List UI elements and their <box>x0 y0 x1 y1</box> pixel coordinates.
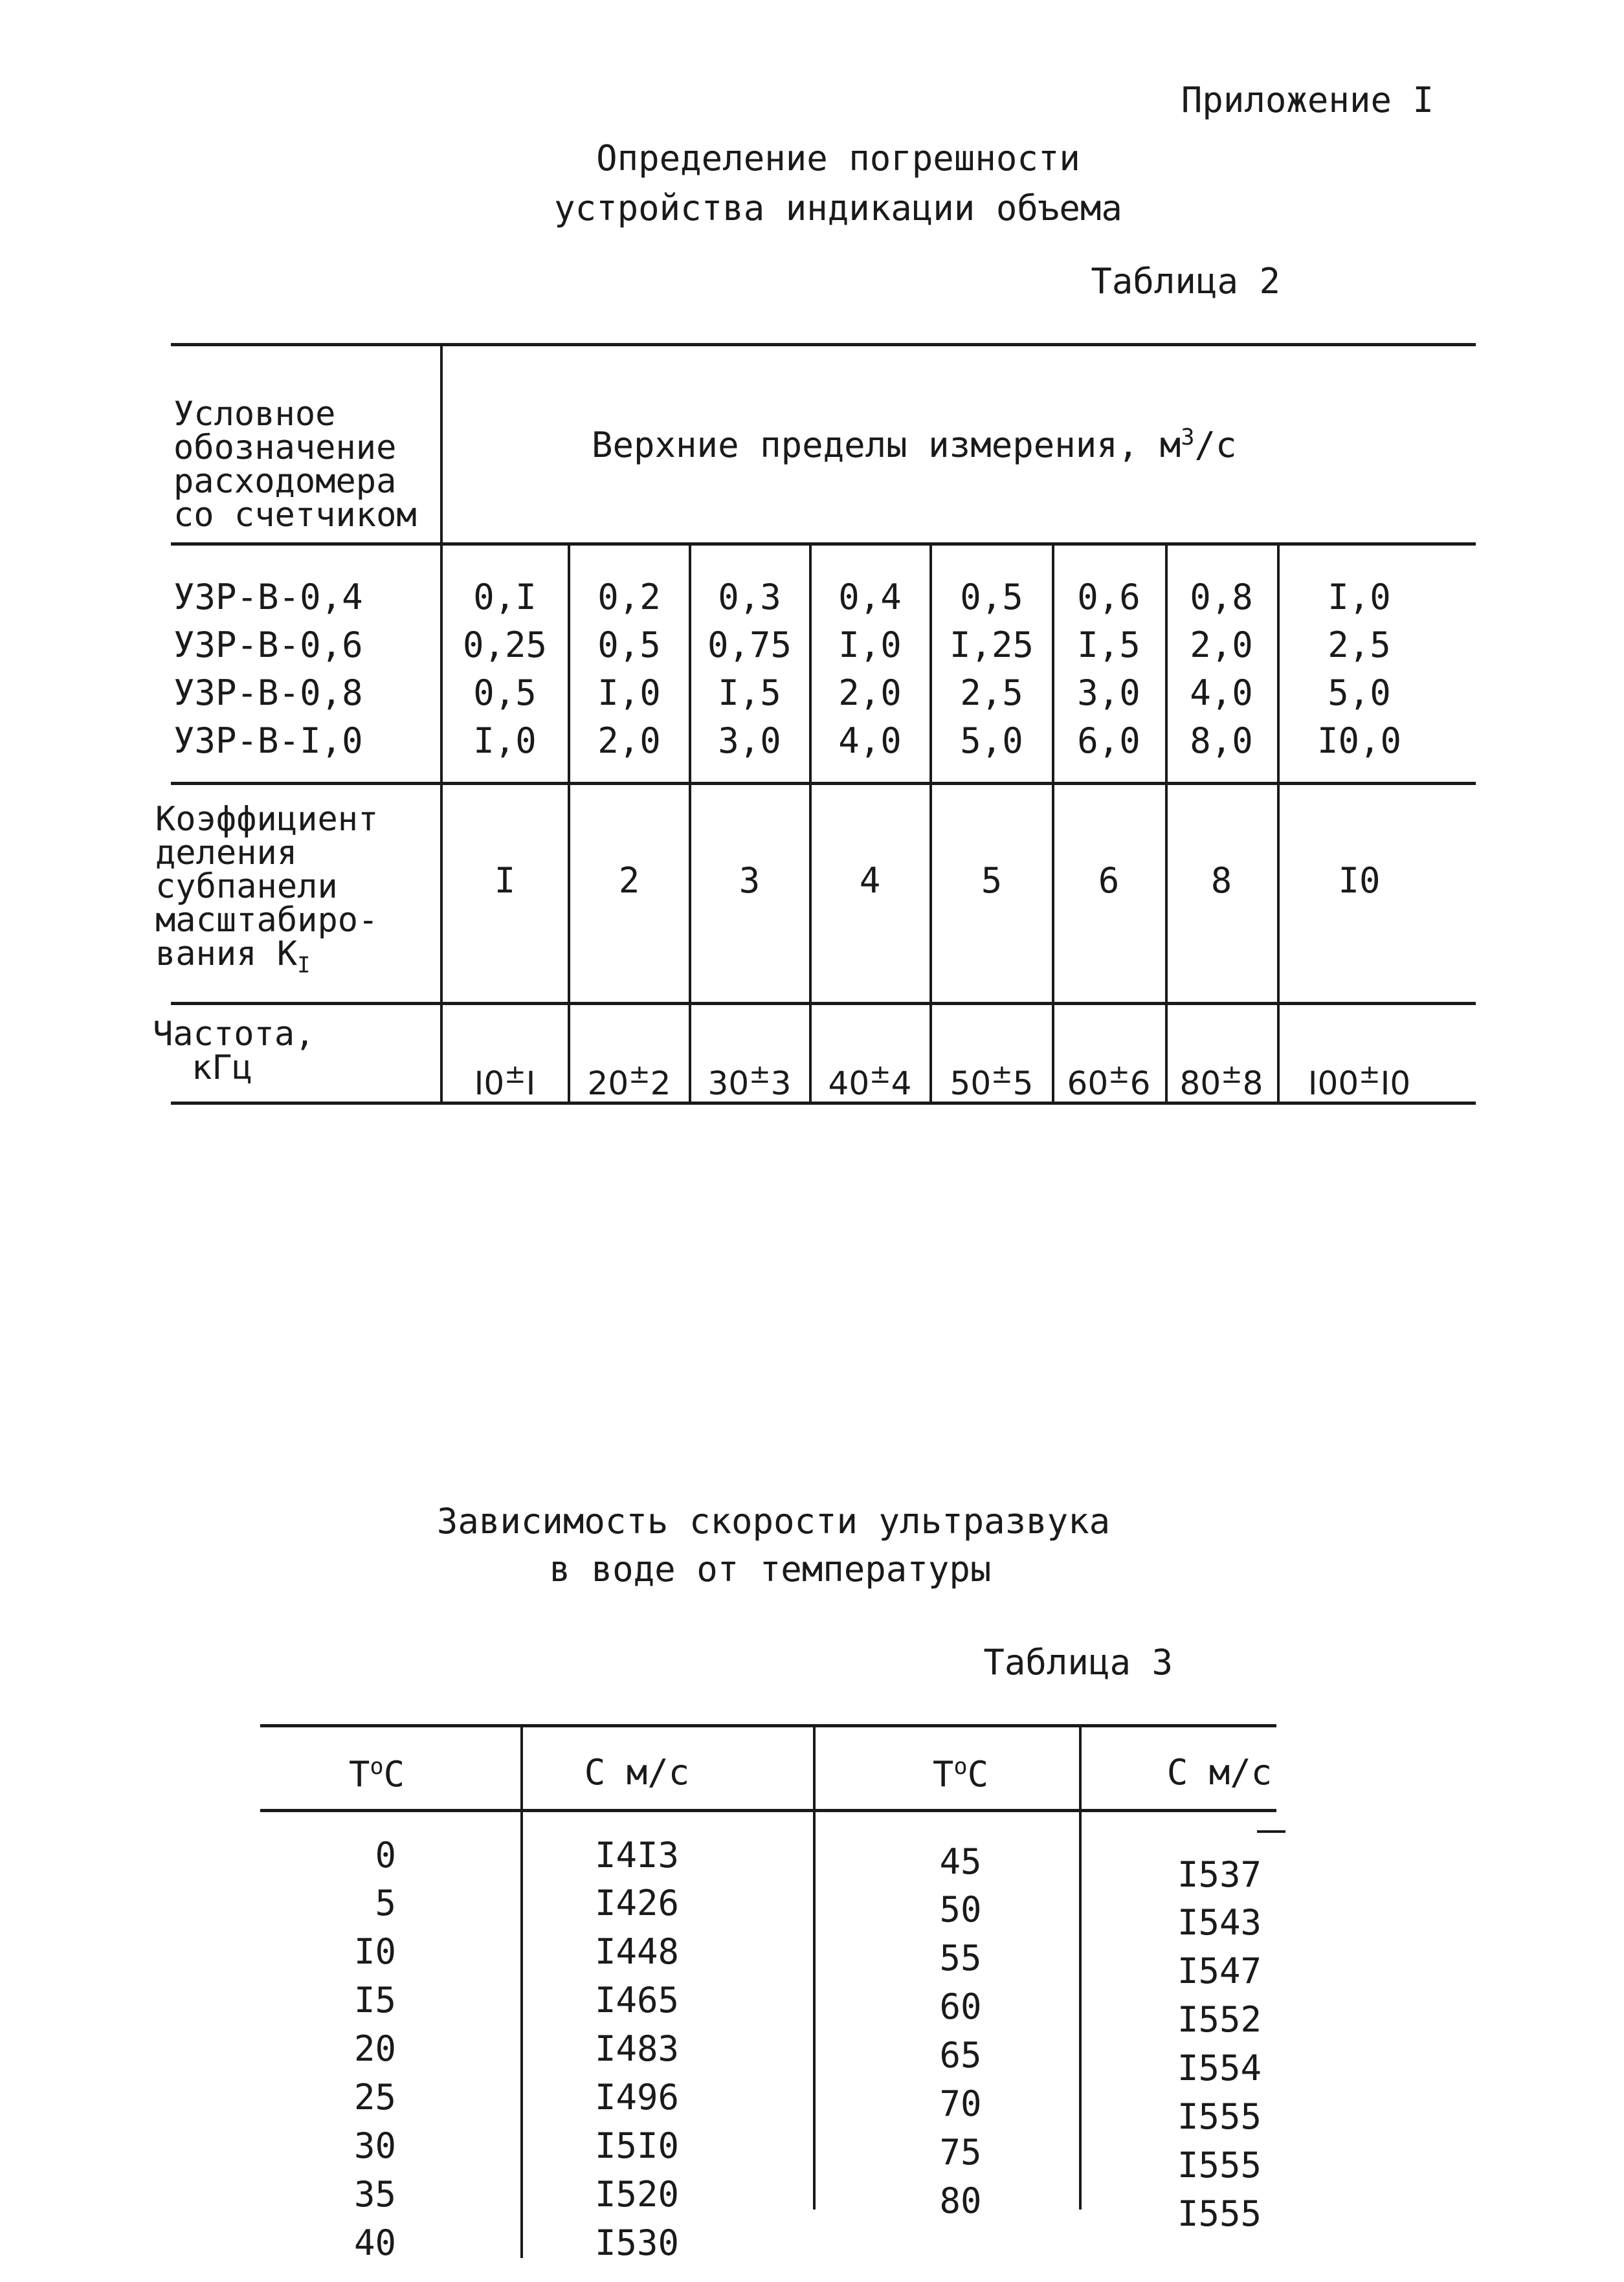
t3-speed: I4I3 <box>594 1835 680 1876</box>
table2-cell: 0,I <box>473 577 537 617</box>
coef-value: I0 <box>1338 860 1381 901</box>
t3-speed: I543 <box>1177 1902 1262 1943</box>
table2-cell: 4,0 <box>838 720 902 761</box>
table2-cell: I,0 <box>838 625 902 665</box>
table2-cell: 0,75 <box>707 625 792 665</box>
t3-temp: I0 <box>353 1931 396 1972</box>
table2-row-label: УЗР-В-0,6 <box>173 625 363 665</box>
t3-header-temp-1: $T^oC$ <box>348 1753 405 1795</box>
coef-value: 4 <box>859 860 881 901</box>
t3-temp: 50 <box>939 1889 982 1930</box>
t3-speed: I426 <box>594 1883 680 1923</box>
table2-row-label: УЗР-В-0,8 <box>173 672 363 713</box>
table2-cell: 6,0 <box>1077 720 1140 761</box>
freq-value: 80±8 <box>1179 1059 1263 1102</box>
freq-value: 20±2 <box>587 1059 671 1102</box>
t3-speed: I537 <box>1177 1854 1262 1895</box>
table3-caption: Таблица 3 <box>983 1642 1173 1683</box>
coef-label-line2: деления <box>155 834 298 872</box>
t3-temp: 20 <box>353 2028 396 2069</box>
t3-speed: I465 <box>594 1980 680 2021</box>
t3-temp: 30 <box>353 2125 396 2166</box>
t3-speed: I530 <box>594 2222 680 2263</box>
table2-cell: I,5 <box>718 672 781 713</box>
stray-dash <box>1257 1830 1285 1833</box>
coef-label-line4: масштабиро- <box>155 901 379 940</box>
freq-value: I00±I0 <box>1307 1059 1411 1102</box>
table2-header-line3: расходомера <box>173 462 397 501</box>
t3-temp: 40 <box>353 2222 396 2263</box>
table2-cell: 0,3 <box>718 577 781 617</box>
coef-value: 3 <box>739 860 761 901</box>
t3-header-temp-2: $T^oC$ <box>932 1753 989 1795</box>
t3-speed: I496 <box>594 2077 680 2118</box>
table2-row-label: УЗР-В-I,0 <box>173 720 363 761</box>
coef-label-line5: вания $К_I$ <box>155 935 311 978</box>
table2-row-label: УЗР-В-0,4 <box>173 577 363 617</box>
t3-temp: 45 <box>939 1841 982 1882</box>
t3-speed: I552 <box>1177 1999 1262 2040</box>
table2-cell: 5,0 <box>960 720 1023 761</box>
t3-speed: I483 <box>594 2028 680 2069</box>
table2-cell: 0,4 <box>838 577 902 617</box>
table2-cell: 3,0 <box>718 720 781 761</box>
section1-title-line1: Определение погрешности <box>596 138 1080 179</box>
section2-title-line2: в воде от температуры <box>549 1549 992 1590</box>
freq-label-line1: Частота, <box>153 1015 315 1054</box>
coef-value: 8 <box>1210 860 1232 901</box>
table2-cell: 0,2 <box>597 577 661 617</box>
t3-header-speed-2: С м/с <box>1166 1752 1273 1793</box>
t3-temp: 25 <box>353 2077 396 2118</box>
table2-header-line4: со счетчиком <box>173 496 417 535</box>
t3-header-speed-1: С м/с <box>584 1752 690 1793</box>
table2-cell: 2,0 <box>597 720 661 761</box>
table2-cell: I,0 <box>1328 577 1391 617</box>
t3-temp: 70 <box>939 2083 982 2124</box>
table2-cell: 2,5 <box>1328 625 1391 665</box>
coef-value: 5 <box>981 860 1003 901</box>
table2-cell: 8,0 <box>1190 720 1253 761</box>
t3-speed: I555 <box>1177 2096 1262 2137</box>
table2-header-line2: обозначение <box>173 428 397 467</box>
section1-title-line2: устройства индикации объема <box>554 188 1122 228</box>
freq-value: 40±4 <box>828 1059 912 1102</box>
t3-speed: I520 <box>594 2174 680 2215</box>
t3-temp: 65 <box>939 2035 982 2076</box>
coef-value: 6 <box>1098 860 1120 901</box>
t3-temp: 35 <box>353 2174 396 2215</box>
t3-temp: 5 <box>375 1883 396 1923</box>
freq-value: 60±6 <box>1067 1059 1151 1102</box>
t3-speed: I5I0 <box>594 2125 680 2166</box>
t3-speed: I448 <box>594 1931 680 1972</box>
table2-cell: 2,0 <box>1190 625 1253 665</box>
table2-cell: I,0 <box>597 672 661 713</box>
coef-value: I <box>494 860 516 901</box>
table2-header-limits: Верхние пределы измерения, $м^3/с$ <box>592 424 1237 465</box>
t3-temp: I5 <box>353 1980 396 2021</box>
coef-label-line3: субпанели <box>155 867 338 906</box>
t3-speed: I547 <box>1177 1951 1262 1991</box>
t3-speed: I554 <box>1177 2048 1262 2088</box>
t3-temp: 80 <box>939 2180 982 2221</box>
coef-value: 2 <box>618 860 640 901</box>
freq-value: 50±5 <box>950 1059 1034 1102</box>
table2-cell: 3,0 <box>1077 672 1140 713</box>
appendix-label: Приложение I <box>1181 80 1434 120</box>
freq-value: I0±I <box>474 1059 536 1102</box>
freq-value: 30±3 <box>707 1059 792 1102</box>
t3-temp: 0 <box>375 1835 396 1876</box>
table2-cell: 4,0 <box>1190 672 1253 713</box>
table2-cell: 2,0 <box>838 672 902 713</box>
t3-speed: I555 <box>1177 2145 1262 2186</box>
coef-label-line1: Коэффициент <box>155 800 379 839</box>
table2-cell: 2,5 <box>960 672 1023 713</box>
table2-cell: 0,25 <box>462 625 548 665</box>
table2-cell: 0,8 <box>1190 577 1253 617</box>
table2-cell: 5,0 <box>1328 672 1391 713</box>
t3-temp: 60 <box>939 1986 982 2027</box>
table2-header-line1: Условное <box>173 395 336 434</box>
table2-cell: 0,5 <box>473 672 537 713</box>
t3-speed: I555 <box>1177 2193 1262 2234</box>
table2-caption: Таблица 2 <box>1091 261 1280 302</box>
t3-temp: 75 <box>939 2132 982 2173</box>
freq-label-line2: кГц <box>192 1048 252 1087</box>
table2-cell: I,5 <box>1077 625 1140 665</box>
section2-title-line1: Зависимость скорости ультразвука <box>436 1501 1111 1542</box>
table2-cell: I,25 <box>949 625 1034 665</box>
table2-cell: I,0 <box>473 720 537 761</box>
table2-cell: 0,6 <box>1077 577 1140 617</box>
t3-temp: 55 <box>939 1938 982 1978</box>
table2-cell: 0,5 <box>597 625 661 665</box>
table2-cell: 0,5 <box>960 577 1023 617</box>
table2-cell: I0,0 <box>1317 720 1402 761</box>
